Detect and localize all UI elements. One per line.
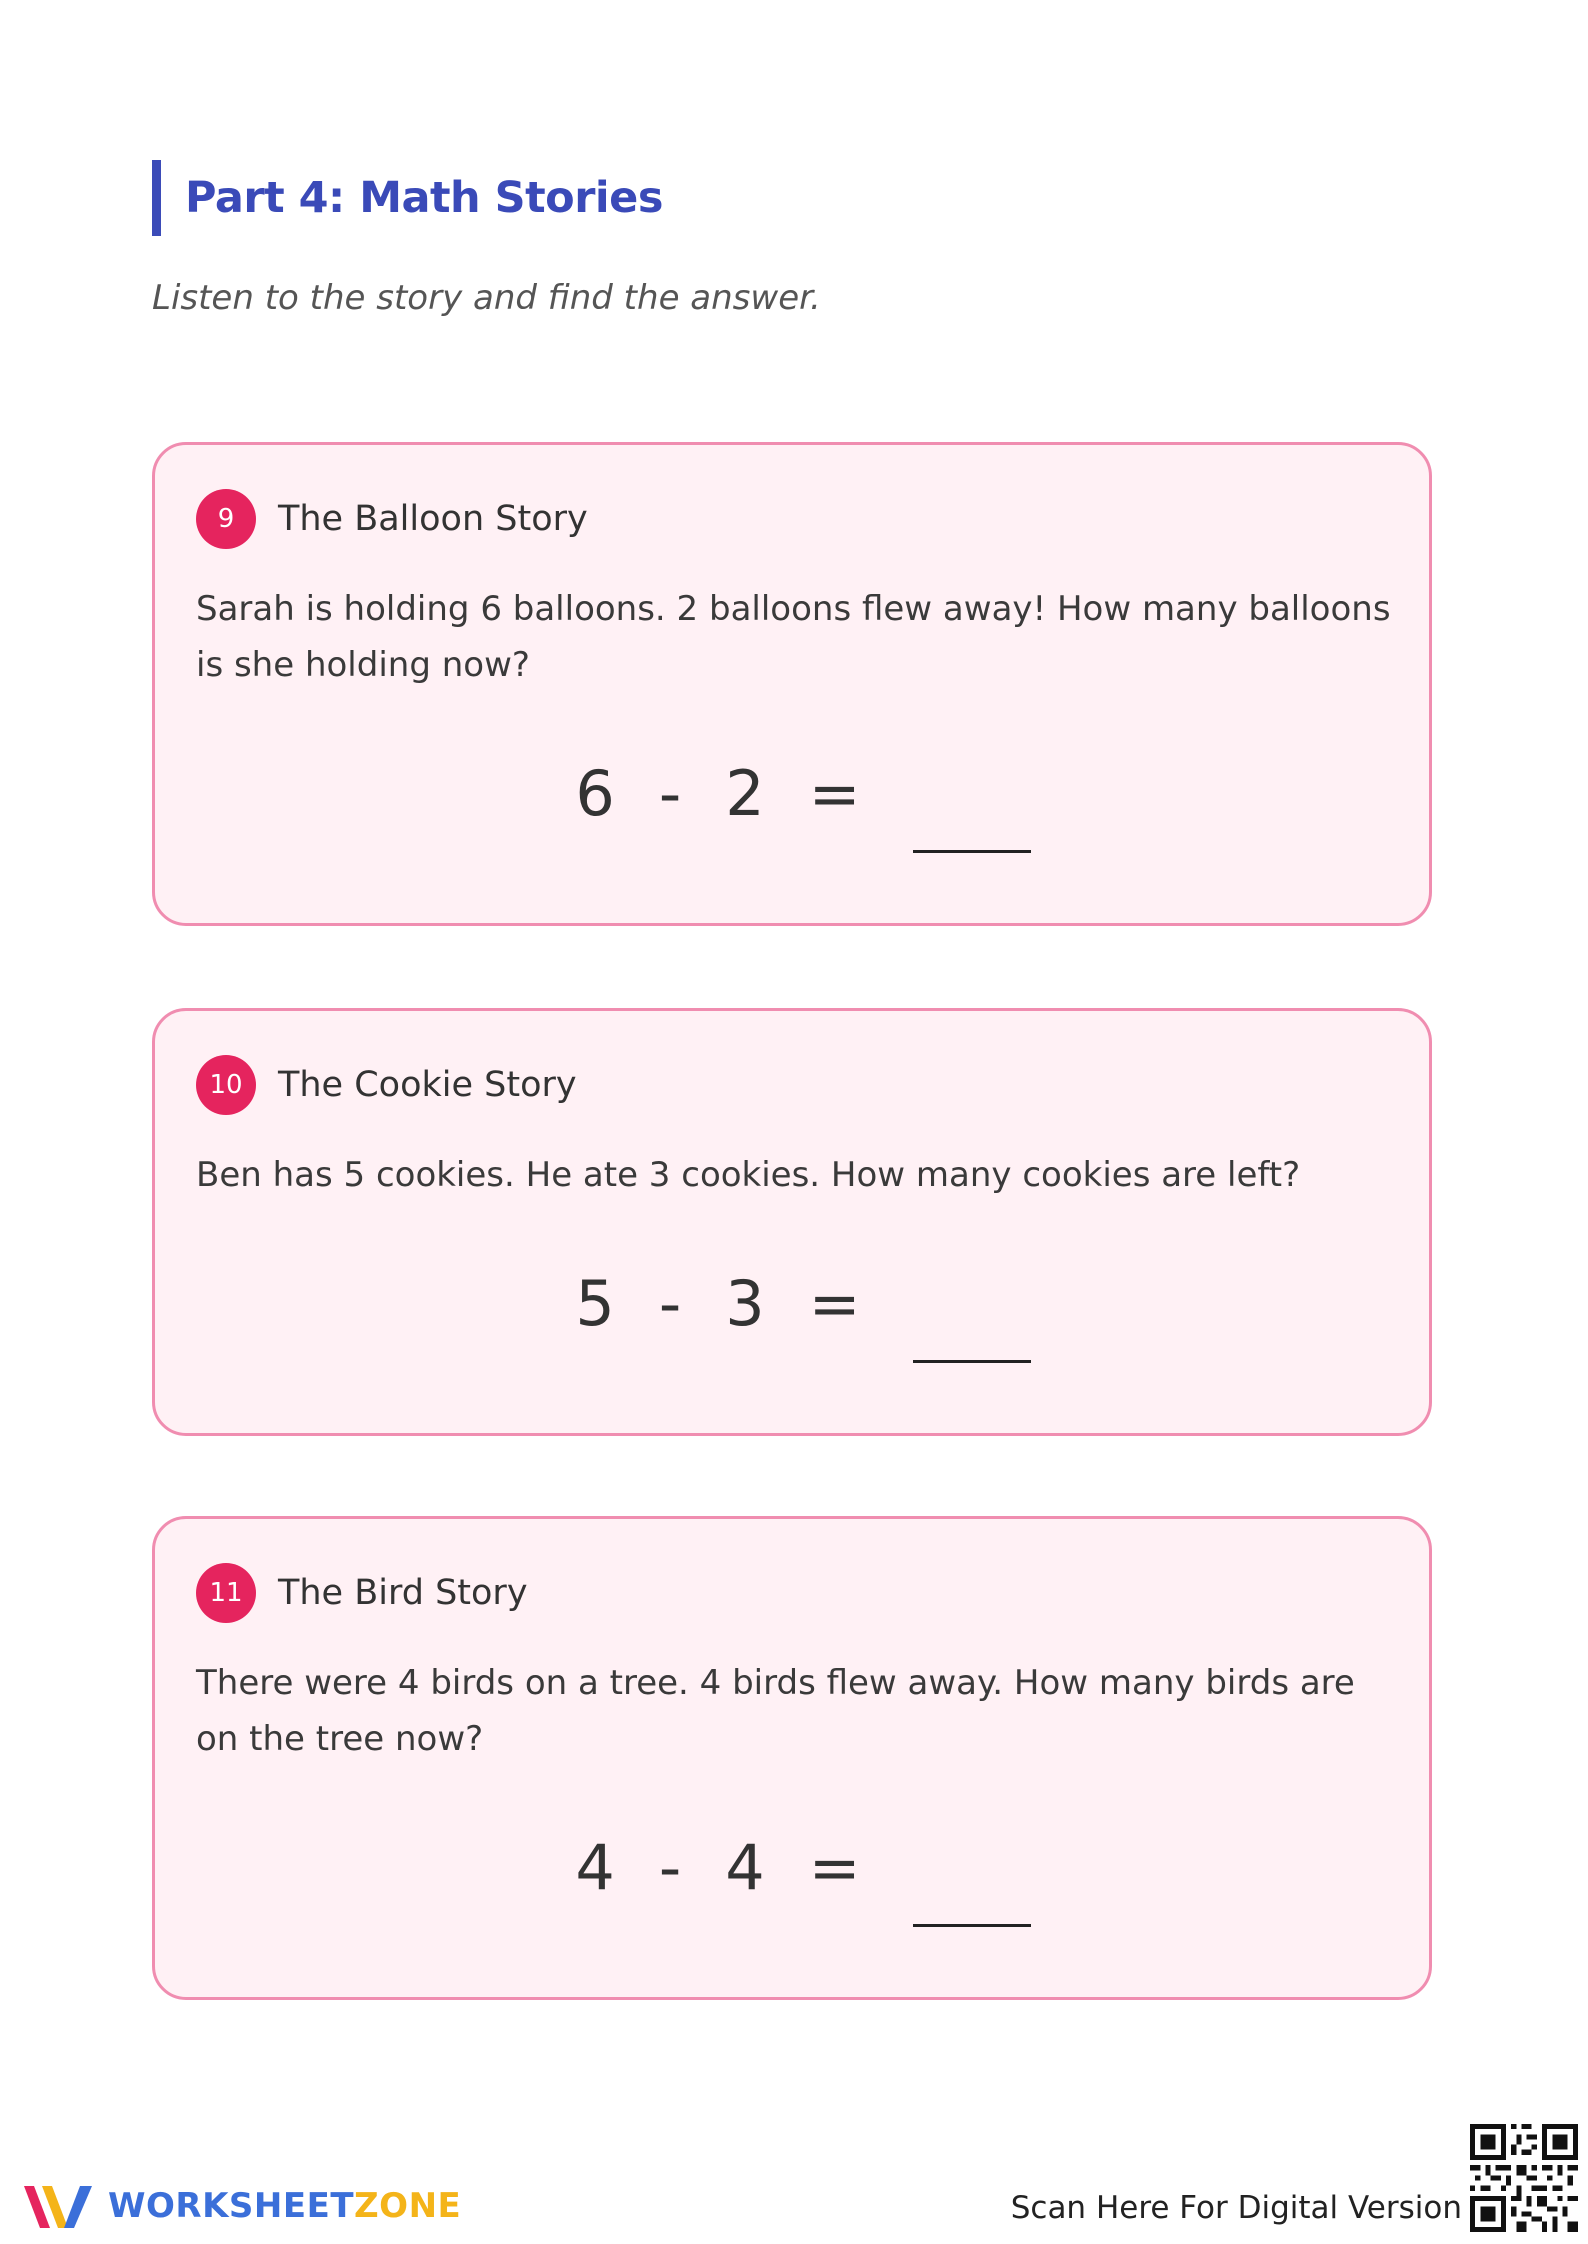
story-text: There were 4 birds on a tree. 4 birds flew away. How many birds are on the tree now?	[196, 1663, 1355, 1759]
answer-blank[interactable]	[913, 1924, 1031, 1927]
equation	[155, 1831, 1429, 1904]
story-card-11	[152, 1516, 1432, 2000]
section-accent-bar	[152, 160, 161, 236]
operand-a: 5	[575, 1267, 615, 1340]
story-text: Ben has 5 cookies. He ate 3 cookies. How many cookies are left?	[196, 1155, 1301, 1195]
brand-logo[interactable]	[20, 2178, 461, 2234]
operator: -	[658, 1831, 682, 1904]
operator: -	[658, 1267, 682, 1340]
question-number-badge: 10	[196, 1055, 256, 1115]
equals-sign: =	[808, 757, 861, 830]
brand-name-part1: WORKSHEET	[108, 2186, 355, 2226]
answer-blank[interactable]	[913, 1360, 1031, 1363]
story-text: Sarah is holding 6 balloons. 2 balloons flew away! How many balloons is she holding now?	[196, 589, 1391, 685]
operator: -	[658, 757, 682, 830]
story-card-9	[152, 442, 1432, 926]
answer-blank[interactable]	[913, 850, 1031, 853]
story-header	[196, 1055, 577, 1115]
story-header	[196, 1563, 528, 1623]
qr-code-icon[interactable]	[1470, 2124, 1578, 2232]
question-number-badge: 9	[196, 489, 256, 549]
operand-b: 3	[725, 1267, 765, 1340]
instruction-text: Listen to the story and find the answer.	[152, 278, 821, 318]
operand-a: 6	[575, 757, 615, 830]
story-header	[196, 489, 588, 549]
worksheetzone-logo-icon	[20, 2178, 96, 2234]
story-title: The Bird Story	[278, 1573, 528, 1613]
scan-label: Scan Here For Digital Version	[1010, 2190, 1462, 2226]
story-title: The Balloon Story	[278, 499, 588, 539]
operand-b: 2	[725, 757, 765, 830]
operand-a: 4	[575, 1831, 615, 1904]
story-card-10	[152, 1008, 1432, 1436]
operand-b: 4	[725, 1831, 765, 1904]
section-header	[152, 160, 663, 236]
equals-sign: =	[808, 1267, 861, 1340]
section-title: Part 4: Math Stories	[185, 173, 663, 223]
equation	[155, 757, 1429, 830]
question-number-badge: 11	[196, 1563, 256, 1623]
brand-name	[108, 2186, 461, 2226]
equals-sign: =	[808, 1831, 861, 1904]
story-title: The Cookie Story	[278, 1065, 577, 1105]
brand-name-part2: ZONE	[354, 2186, 462, 2226]
equation	[155, 1267, 1429, 1340]
